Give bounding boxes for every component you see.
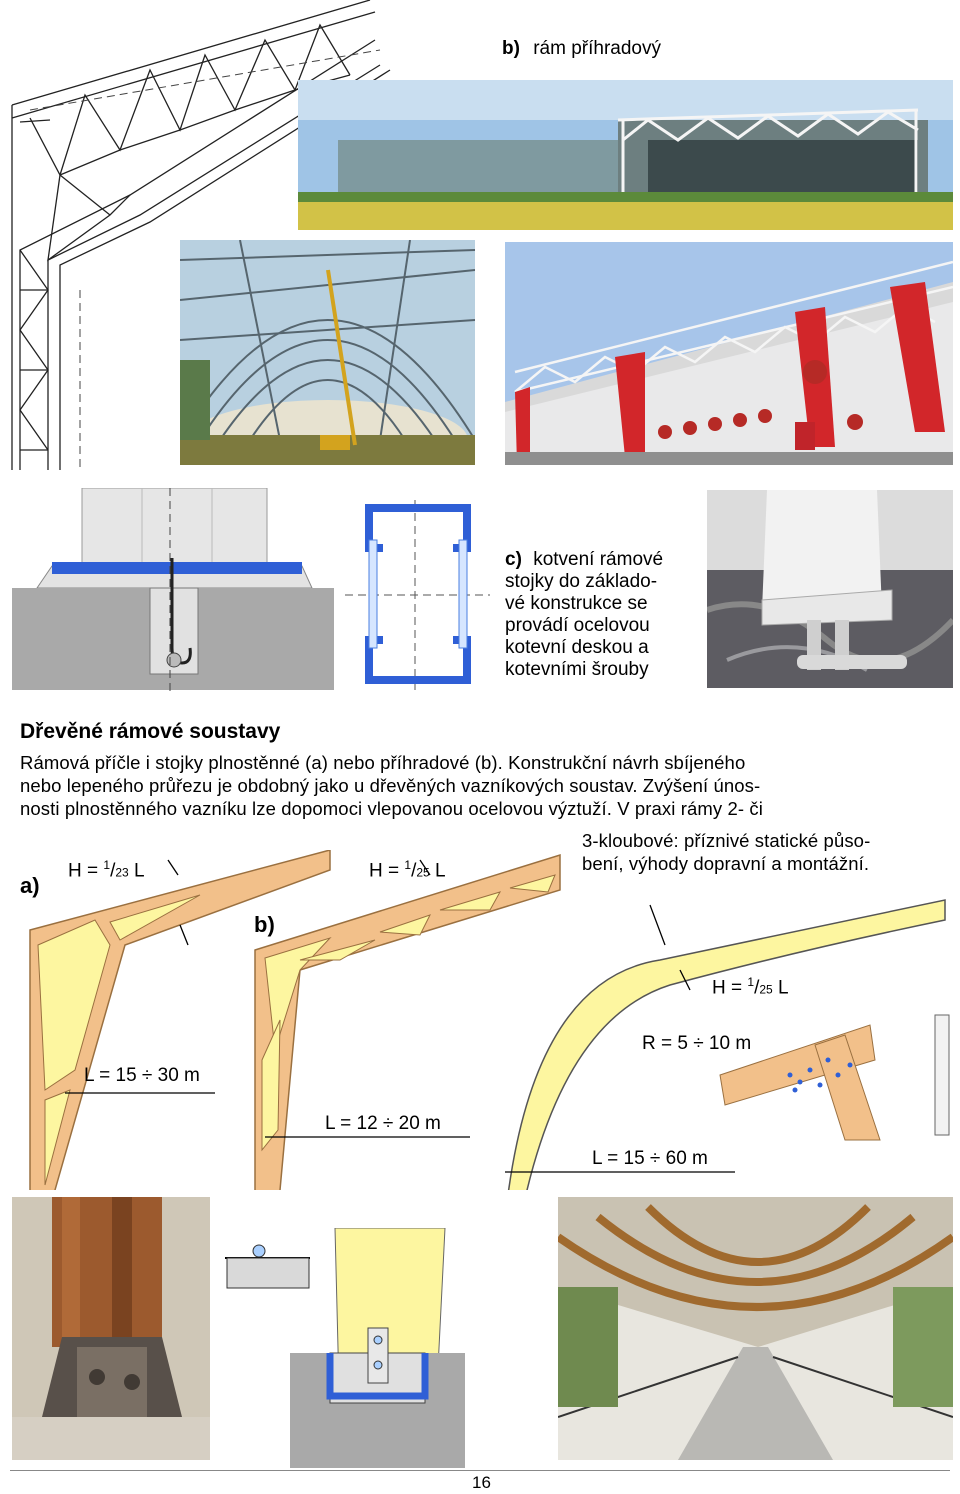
caption-c-line-2: stojky do základo- xyxy=(505,571,658,592)
span-label-a: L = 15 ÷ 30 m xyxy=(84,1065,200,1086)
height-ratio-b-num: 1 xyxy=(404,858,412,872)
caption-c-line-5: kotevní deskou a xyxy=(505,637,649,658)
caption-c-line-6: kotevními šrouby xyxy=(505,659,649,680)
u-profile-section xyxy=(345,500,490,690)
paragraph-line-2: nebo lepeného průřezu je obdobný jako u dřevěných vazníkových soustav. Zvýšení únos- xyxy=(20,775,761,796)
column-shoe-detail xyxy=(290,1228,465,1468)
height-ratio-b: H = $^1$/25 L xyxy=(369,858,446,882)
photo-timber-column-base xyxy=(12,1197,210,1460)
caption-c-line-4: provádí ocelovou xyxy=(505,615,650,636)
height-ratio-c-suffix: L xyxy=(772,977,789,999)
paragraph-right-line-1: 3-kloubové: příznivé statické půso- xyxy=(582,830,871,851)
paragraph-line-1: Rámová příčle i stojky plnostěnné (a) nebo příhradové (b). Konstrukční návrh sbíjeného xyxy=(20,752,746,773)
height-ratio-c-num: 1 xyxy=(747,975,755,989)
diagram-label-a: a) xyxy=(20,873,40,898)
caption-b-text: rám příhradový xyxy=(533,38,661,59)
height-ratio-b-den: 25 xyxy=(416,865,430,880)
paragraph-right-line-2: bení, výhody dopravní a montážní. xyxy=(582,853,870,874)
footer-rule xyxy=(10,1470,950,1471)
height-ratio-a-prefix: H = xyxy=(68,860,104,882)
photo-column-base xyxy=(707,490,953,688)
diagram-label-b: b) xyxy=(254,912,275,937)
height-ratio-b-prefix: H = xyxy=(369,860,405,882)
span-label-b: L = 12 ÷ 20 m xyxy=(325,1113,441,1134)
photo-barn-interior xyxy=(558,1197,953,1460)
height-ratio-b-suffix: L xyxy=(429,860,446,882)
caption-b-letter: b) xyxy=(502,38,520,59)
height-ratio-a-den: 23 xyxy=(115,865,129,880)
photo-red-frame-building xyxy=(505,242,953,465)
caption-c-line-3: vé konstrukce se xyxy=(505,593,648,614)
height-ratio-a: H = $^1$/23 L xyxy=(68,858,145,882)
caption-c-letter: c) xyxy=(505,549,522,570)
height-ratio-a-num: 1 xyxy=(103,858,111,872)
photo-truss-building xyxy=(298,80,953,230)
frame-diagrams xyxy=(0,850,960,1190)
height-ratio-a-suffix: L xyxy=(128,860,145,882)
paragraph-line-3: nosti plnostěnného vazníku lze dopomoci vlepovanou ocelovou výztuží. V praxi rámy 2- či xyxy=(20,798,763,819)
caption-c-line-1: kotvení rámové xyxy=(533,549,664,570)
radius-label-c: R = 5 ÷ 10 m xyxy=(642,1033,752,1054)
page-number: 16 xyxy=(472,1473,491,1492)
height-ratio-c-den: 25 xyxy=(759,982,773,997)
height-ratio-c: H = $^1$/25 L xyxy=(712,975,789,999)
height-ratio-c-prefix: H = xyxy=(712,977,748,999)
section-heading: Dřevěné rámové soustavy xyxy=(20,720,281,743)
photo-lattice-arch xyxy=(180,240,475,465)
span-label-c: L = 15 ÷ 60 m xyxy=(592,1148,708,1169)
anchor-section-drawing xyxy=(12,488,342,693)
